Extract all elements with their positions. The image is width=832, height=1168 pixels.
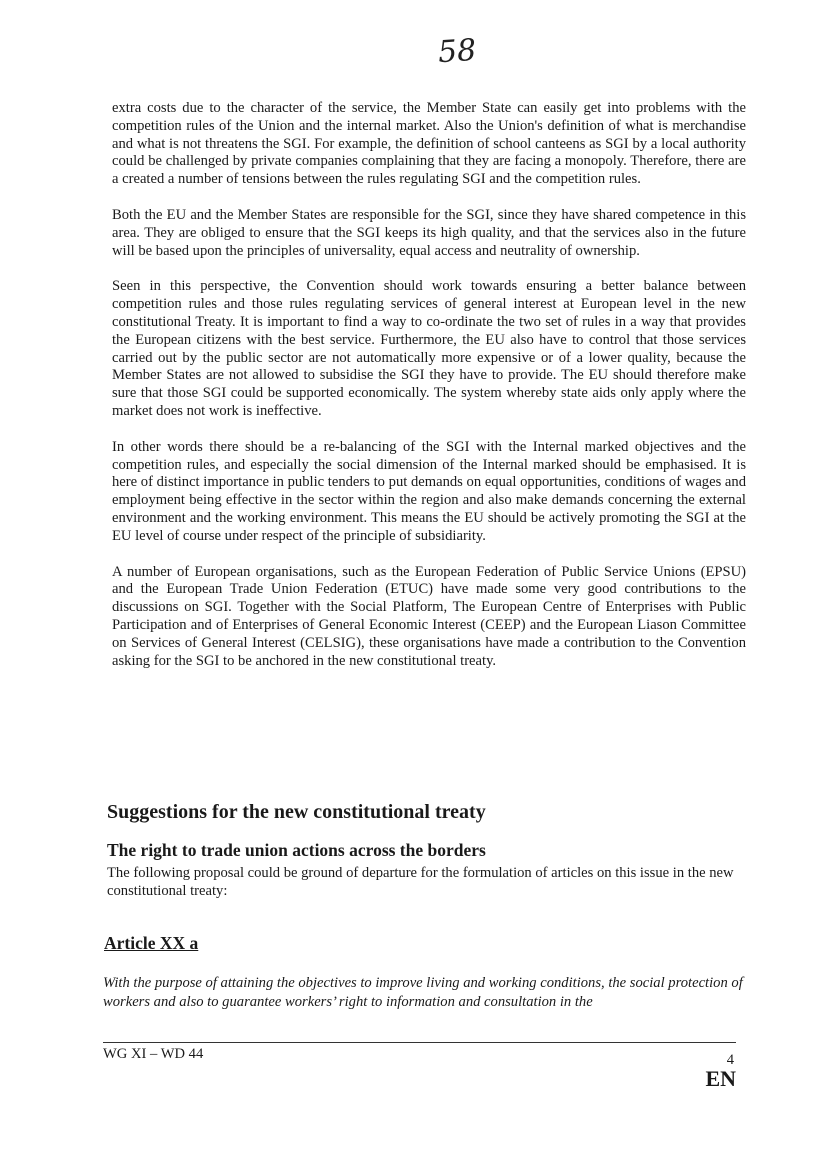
- footer-language-code: EN: [705, 1066, 736, 1091]
- paragraph-4: In other words there should be a re-balancing of the SGI with the Internal marked objectives and the competition rules, and especially the social dimension of the Internal marked should be emphasised. It is here of distinct importance in public tenders to put demands on equal opportunities, conditions of wages and employment being effective in the sector within the region and also make demands concerning the external environment and the working environment. This means the EU should be actively promoting the SGI at the EU level of course under respect of the principle of subsidiarity.: [112, 438, 746, 544]
- footer-doc-ref: WG XI – WD 44: [103, 1046, 204, 1062]
- handwritten-page-stamp: 58: [436, 32, 478, 71]
- footer-page-number: 4: [726, 1052, 734, 1068]
- body-text: [112, 100, 746, 688]
- paragraph-2: Both the EU and the Member States are responsible for the SGI, since they have shared competence in this area. They are obliged to ensure that the SGI keeps its high quality, and that the services also in the future will be based upon the principles of universality, equal access and neutrality of ownership.: [112, 206, 746, 259]
- subsection-intro: The following proposal could be ground of departure for the formulation of articles on this issue in the new constitutional treaty:: [107, 865, 734, 899]
- subsection-heading: The right to trade union actions across the borders: [107, 840, 486, 860]
- section-heading: Suggestions for the new constitutional treaty: [107, 801, 486, 823]
- footer-divider: [103, 1042, 736, 1043]
- paragraph-3: Seen in this perspective, the Convention should work towards ensuring a better balance between competition rules and those rules regulating services of general interest at European level in the new constitutional Treaty. It is important to find a way to co-ordinate the two set of rules in a way that provides the European citizens with the best service. Furthermore, the EU also have to control that those services carried out by the public sector are not automatically more expensive or of a lower quality, because the Member States are not allowed to subsidise the SGI they have to provide. The EU should therefore make sure that those SGI could be supported economically. The system whereby state aids only apply where the market does not work is ineffective.: [112, 278, 746, 419]
- article-title: Article XX a: [104, 933, 199, 953]
- paragraph-5: A number of European organisations, such as the European Federation of Public Service Unions (EPSU) and the European Trade Union Federation (ETUC) have made some very good contributions to the discussions on SGI. Together with the Social Platform, The European Centre of Enterprises with Public Participation and of Enterprises of General Economic Interest (CEEP) and the European Liason Committee on Services of General Interest (CELSIG), these organisations have made a contribution to the Convention asking for the SGI to be anchored in the new constitutional treaty.: [112, 563, 746, 669]
- article-text: With the purpose of attaining the objectives to improve living and working conditions, the social protection of workers and also to guarantee workers’ right to information and consultation in the: [103, 975, 743, 1010]
- paragraph-1: extra costs due to the character of the service, the Member State can easily get into problems with the competition rules of the Union and the internal market. Also the Union's definition of what is merchandise and what is not threatens the SGI. For example, the definition of school canteens as SGI by a local authority could be challenged by private companies complaining that they are facing a monopoly. Therefore, there are a created a number of tensions between the rules regulating SGI and the competition rules.: [112, 100, 746, 188]
